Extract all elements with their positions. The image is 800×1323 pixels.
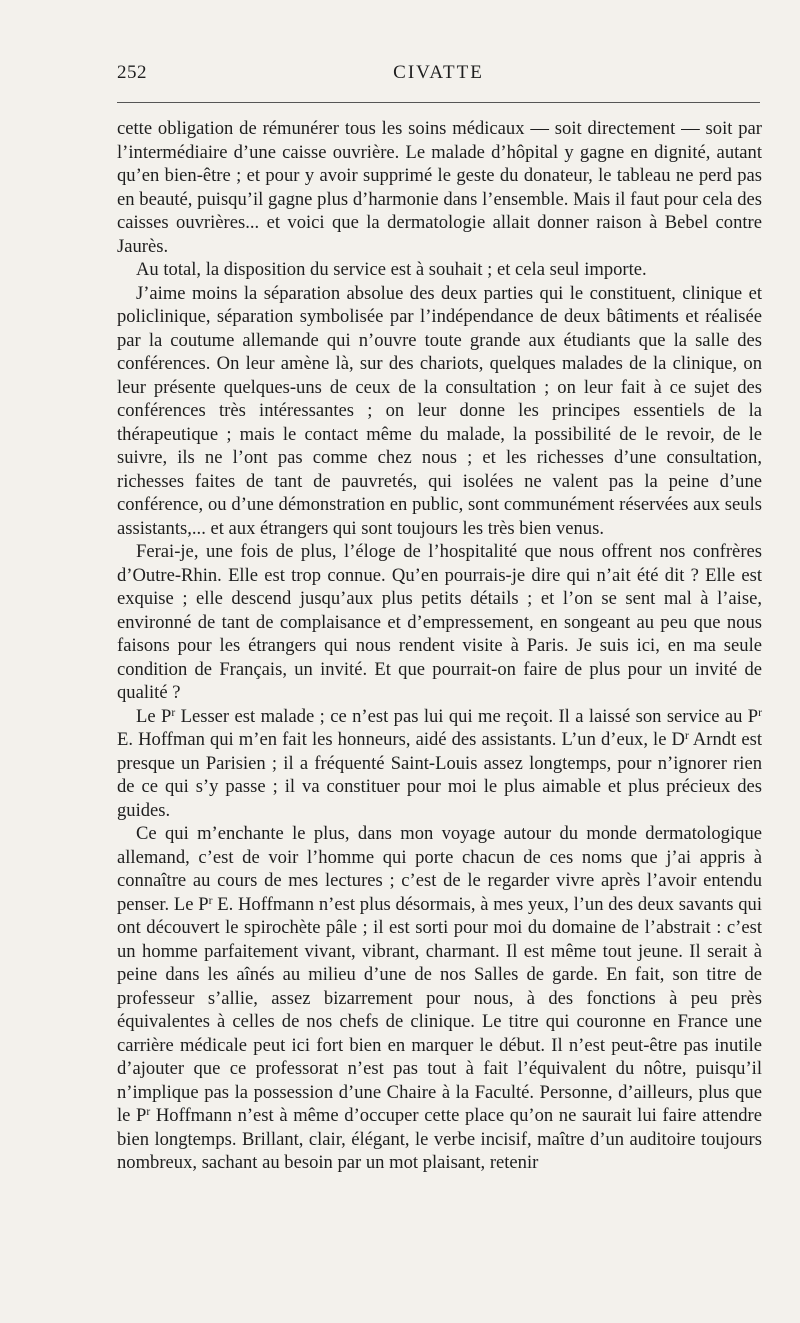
page-header bbox=[117, 62, 760, 88]
paragraph bbox=[117, 540, 762, 705]
text-run: cette obligation de rémunérer tous les soins médicaux — soit directement — soit par l’intermédiaire d’une caisse ouvrière. Le malade d’hôpital y gagne en dignité, autant qu’en bien-être ; et pour y avoir supprimé le geste du donateur, le tableau ne perd pas en beauté, puisqu’il gagne plus d’harmonie dans l’ensemble. Mais il faut pour cela des caisses ouvrières... et voici que la dermatologie allait donner raison à Bebel contre Jaurès. bbox=[117, 118, 762, 257]
text-run: Ferai-je, une fois de plus, l’éloge de l’hospitalité que nous offrent nos confrères d’Outre-Rhin. Elle est trop connue. Qu’en pourrais-je dire qui n’ait été dit ? Elle est exquise ; elle descend jusqu’aux plus petits détails ; et l’on se sent mal à l’aise, environné de tant de complaisance et d’empressement, en songeant au peu que nous faisons pour les étrangers qui nous rendent visite à Paris. Je suis ici, en ma seule condition de Français, un invité. Et que pourrait-on faire de plus pour un invité de qualité ? bbox=[117, 541, 762, 703]
header-rule bbox=[117, 102, 760, 103]
superscript: r bbox=[758, 706, 762, 719]
text-run: J’aime moins la séparation absolue des deux parties qui le constituent, clinique et policlinique, séparation symbolisée par l’indépendance de deux bâtiments et réalisée par la coutume allemande qui n’ouvre toute grande aux étudiants que la salle des conférences. On leur amène là, sur des chariots, quelques malades de la clinique, on leur présente quelques-uns de ceux de la consultation ; on leur fait à ce sujet des conférences très intéressantes ; on leur donne les principes essentiels de la thérapeutique ; mais le contact même du malade, la possibilité de le revoir, de le suivre, ils ne l’ont pas comme chez nous ; et les richesses d’une consultation, richesses faites de tant de pauvretés, qui isolées ne valent pas la peine d’une conférence, ou d’une démonstration en public, sont communément réservées aux seuls assistants,... et aux étrangers qui sont toujours les très bien venus. bbox=[117, 282, 762, 539]
text-run: Lesser est malade ; ce n’est pas lui qui me reçoit. Il a laissé son service au P bbox=[175, 705, 759, 727]
text-run: E. Hoffman qui m’en fait les honneurs, aidé des assistants. L’un d’eux, le D bbox=[117, 729, 685, 750]
text-run: Hoffmann n’est à même d’occuper cette place qu’on ne saurait lui faire attendre bien longtemps. Brillant, clair, élégant, le verbe incisif, maître d’un auditoire toujours nombreux, sachant au besoin par un mot plaisant, retenir bbox=[117, 1105, 762, 1173]
superscript: r bbox=[171, 706, 176, 719]
superscript: r bbox=[208, 894, 213, 907]
superscript: r bbox=[684, 730, 689, 743]
paragraph bbox=[117, 705, 762, 823]
running-title: CIVATTE bbox=[393, 62, 484, 83]
paragraph bbox=[117, 117, 762, 258]
text-run: Au total, la disposition du service est à souhait ; et cela seul importe. bbox=[136, 259, 647, 280]
page-number: 252 bbox=[117, 62, 147, 83]
text-run: E. Hoffmann n’est plus désormais, à mes yeux, l’un des deux savants qui ont découvert le spirochète pâle ; il est sorti pour moi du domaine de l’abstrait : c’est un homme parfaitement vivant, vibrant, charmant. Il est même tout jeune. Il serait à peine dans les aînés au milieu d’une de nos Salles de garde. En fait, son titre de professeur s’allie, assez bizarrement pour nous, à des fonctions à peu près équivalentes à celles de nos chefs de clinique. Le titre qui couronne en France une carrière médicale peut ici fort bien en marquer le début. Il n’est peut-être pas inutile d’ajouter que ce professorat n’est pas tout à fait l’équivalent du nôtre, puisqu’il n’implique pas la possession d’une Chaire à la Faculté. Personne, d’ailleurs, plus que le P bbox=[117, 893, 762, 1126]
paragraph bbox=[117, 258, 762, 282]
body-text bbox=[117, 117, 762, 1175]
paragraph bbox=[117, 282, 762, 541]
paragraph bbox=[117, 822, 762, 1175]
text-run: Ce qui m’enchante le plus, dans mon voyage autour du monde dermatologique allemand, c’est de voir l’homme qui porte chacun de ces noms que j’ai appris à connaître au cours de mes lectures ; c’est de le regarder vivre après l’avoir entendu penser. Le P bbox=[117, 823, 762, 915]
text-run: Arndt est presque un Parisien ; il a fréquenté Saint-Louis assez longtemps, pour n’ignorer rien de ce qui s’y passe ; il va constituer pour moi le plus aimable et plus précieux des guides. bbox=[117, 729, 762, 821]
text-run: Le P bbox=[136, 705, 172, 727]
superscript: r bbox=[146, 1106, 151, 1119]
